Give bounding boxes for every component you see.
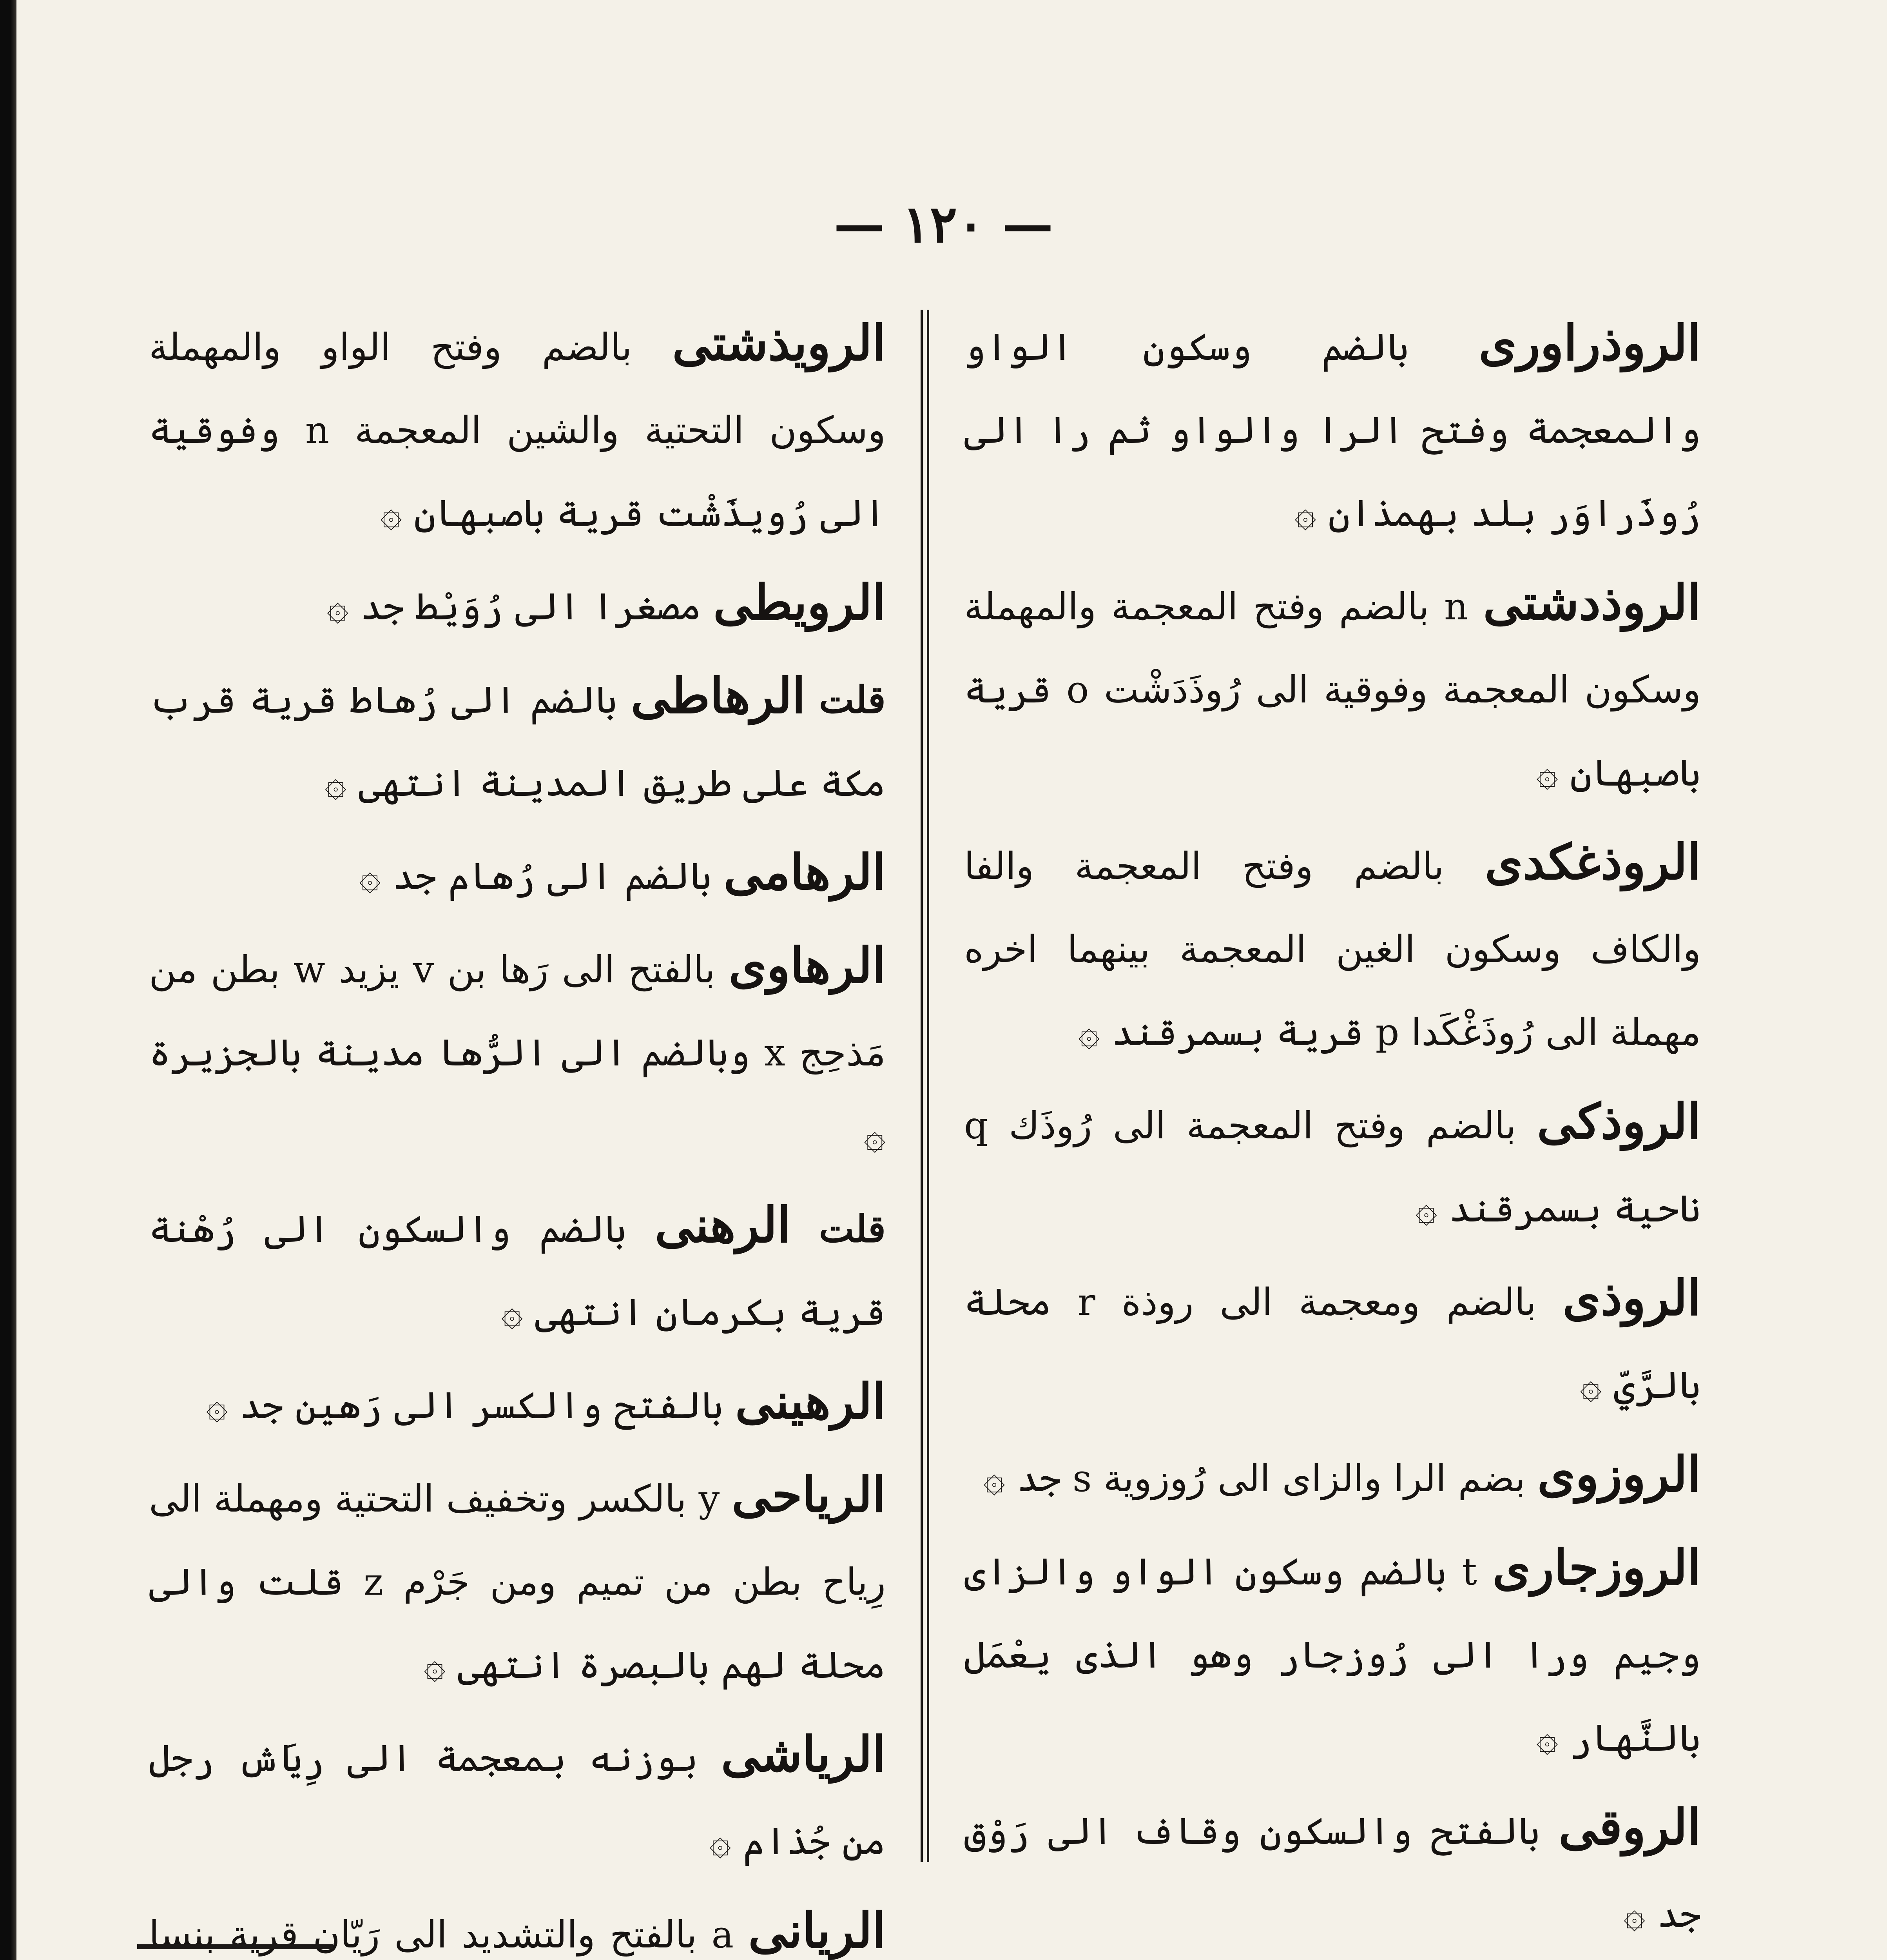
entry-text: بالفتح الى رَها بن v يزيد w بطن من مَذحِج x وبالضم الى الرُّها مدينة بالجزيرة ۞ [149, 948, 886, 1158]
entry [964, 561, 1701, 815]
headword: الروذراوری [1479, 315, 1701, 372]
entry-text: بالضم الى رُهاط قرية قرب مكة على طريق المدينة انتهى ۞ [149, 679, 886, 805]
headword: الرهاوی [729, 937, 886, 994]
entry-text: بالضم وسكون الواو والمعجمة وفتح الرا والواو ثم را الى رُوذَراوَر بلد بهمذان ۞ [964, 326, 1701, 535]
entry-text: مصغرا الى رُوَيْط جد ۞ [326, 585, 702, 628]
qultu-marker: قلت [819, 1207, 886, 1251]
headword: الرهنی [654, 1197, 791, 1254]
entry [149, 1889, 886, 1960]
entry [964, 1786, 1701, 1956]
entry [964, 821, 1701, 1074]
entry-text: بالضم ومعجمة الى روذة r محلة بالرَّيّ ۞ [964, 1281, 1701, 1407]
entry-text: بوزنه بمعجمة الى رِيَاش رجل من جُذام ۞ [149, 1737, 886, 1863]
entry [149, 1713, 886, 1883]
entry [149, 1454, 886, 1707]
entry [149, 655, 886, 825]
entry-text: بالضم وفتح المعجمة الى رُوذَك q ناحية بسمرقند ۞ [964, 1104, 1701, 1230]
headword: الرياحی [732, 1466, 886, 1523]
entry-text: بالضم وفتح المعجمة والفا والكاف وسكون الغين المعجمة بينهما اخره مهملة الى رُوذَغْكَدا p قرية بسمرقند ۞ [964, 845, 1701, 1054]
entry [964, 1433, 1701, 1520]
entry-text: بالضم الى رُهام جد ۞ [359, 855, 712, 898]
entry-text: y بالكسر وتخفيف التحتية ومهملة الى رِياح بطن من تميم ومن جَرْم z قلت والى محلة لهم بالبصرة انتهى ۞ [149, 1477, 886, 1687]
headword: الروقی [1558, 1799, 1701, 1856]
headword: الرهامی [723, 844, 886, 901]
headword: الرياشی [721, 1726, 886, 1783]
entry [149, 831, 886, 918]
qultu-marker: قلت [819, 678, 886, 722]
column-divider [921, 310, 929, 1862]
entry-text: بضم الرا والزای الى رُوزوية s جد ۞ [983, 1457, 1526, 1500]
left-column [149, 302, 894, 1959]
entry-text: a بالفتح والتشديد الى رَيّان قرية بنسا [149, 1913, 734, 1956]
headword: الروزوی [1537, 1446, 1701, 1503]
entry-text: t بالضم وسكون الواو والزاى وجيم ورا الى رُوزجار وهو الذى يعْمَل بالنَّهار ۞ [964, 1550, 1701, 1760]
headword: الرويذشتی [672, 315, 886, 372]
headword: الرهاطی [631, 668, 806, 724]
entry-text: بالضم وفتح الواو والمهملة وسكون التحتية والشين المعجمة n وفوقية الى رُويذَشْت قرية باصبهان ۞ [149, 326, 886, 535]
entry [149, 561, 886, 648]
headword: الروزجاری [1492, 1539, 1701, 1596]
entry [149, 1184, 886, 1354]
headword: الرهينی [735, 1373, 886, 1430]
entry [149, 924, 886, 1178]
scan-edge [0, 0, 16, 1960]
footnote-rule [137, 1944, 333, 1949]
entry [964, 1257, 1701, 1427]
page-number: — ۱۲۰ — [834, 194, 1053, 254]
text-columns [149, 302, 1701, 1959]
entry [964, 302, 1701, 555]
entry-text: بالضم والسكون الى رُهْنة قرية بكرمان انتهى ۞ [149, 1208, 886, 1334]
headword: الروذدشتی [1483, 574, 1701, 631]
right-column [956, 302, 1701, 1936]
headword: الريانی [748, 1902, 886, 1959]
entry [964, 1526, 1701, 1780]
headword: الروذكی [1537, 1093, 1701, 1150]
headword: الرويطی [713, 574, 886, 631]
entry [149, 302, 886, 555]
entry [964, 1080, 1701, 1250]
entry-text: n بالضم وفتح المعجمة والمهملة وسكون المعجمة وفوقية الى رُوذَدَشْت o قرية باصبهان ۞ [964, 585, 1701, 795]
headword: الروذغكدی [1485, 834, 1701, 891]
entry-text: بالفتح والسكون وقاف الى رَوْق جد ۞ [964, 1810, 1701, 1936]
headword: الروذی [1563, 1270, 1701, 1327]
entry-text: بالفتح والكسر الى رَهين جد ۞ [206, 1384, 723, 1427]
entry [149, 1360, 886, 1447]
